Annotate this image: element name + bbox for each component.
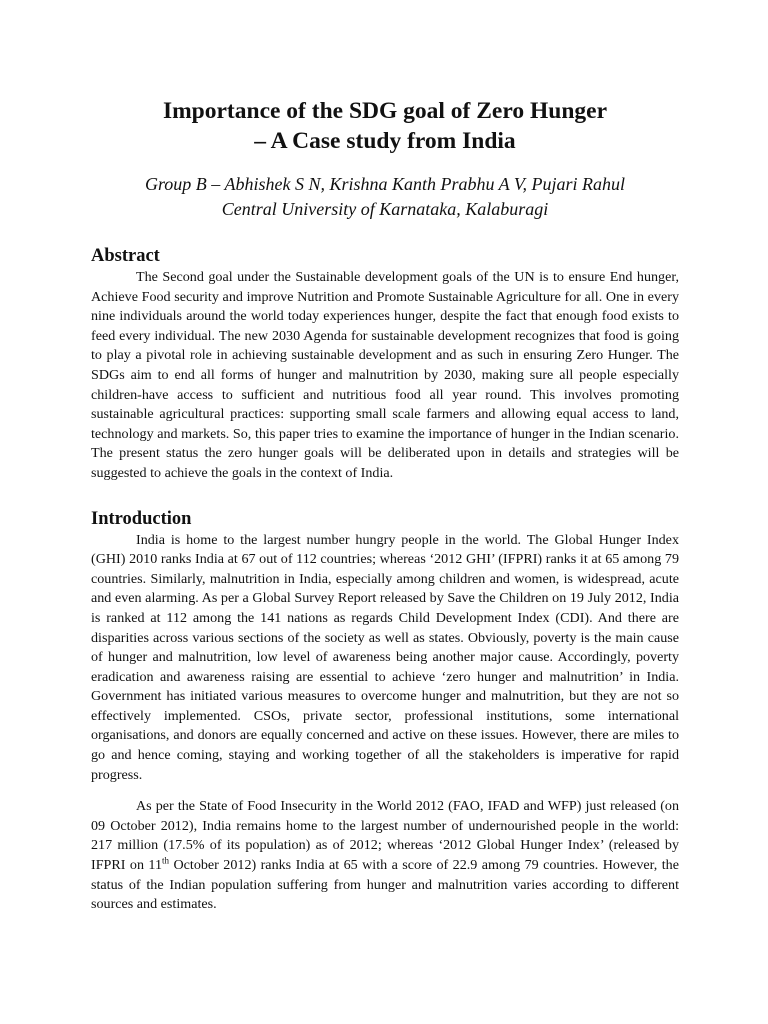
ordinal-superscript: th — [162, 855, 170, 866]
paper-title-line-2: – A Case study from India — [254, 128, 516, 154]
introduction-paragraph-2 — [91, 797, 679, 915]
introduction-paragraph-1: India is home to the largest number hungry people in the world. The Global Hunger Index (GHI) 2010 ranks India at 67 out of 112 countries; whereas ‘2012 GHI’ (IFPRI) ranks it at 65 among 79 countries. Similarly, malnutrition in India, especially among children and women, is widespread, acute and even alarming. As per a Global Survey Report released by Save the Children on 19 July 2012, India is ranked at 112 among the 141 nations as regards Child Development Index (CDI). And there are disparities across various sections of the society as well as states. Obviously, poverty is the main cause of hunger and malnutrition, low level of awareness being another major cause. Accordingly, poverty eradication and awareness raising are essential to achieve ‘zero hunger and malnutrition’ in India. Government has initiated various measures to overcome hunger and malnutrition, but they are not so effectively implemented. CSOs, private sector, professional institutions, some international organisations, and donors are equally concerned and active on these issues. However, there are miles to go and hence coming, staying and working together of all the stakeholders is imperative for rapid progress. — [91, 531, 679, 783]
abstract-heading: Abstract — [91, 246, 160, 266]
affiliation: Central University of Karnataka, Kalaburagi — [221, 199, 549, 219]
abstract-text: The Second goal under the Sustainable development goals of the UN is to ensure End hunger, Achieve Food security and improve Nutrition and Promote Sustainable Agriculture for all. One in every nine individuals around the world today experiences hunger, despite the fact that enough food exists to feed every individual. The new 2030 Agenda for sustainable development recognizes that food is going to play a pivotal role in achieving sustainable development and as such in ensuring Zero Hunger. The SDGs aim to end all forms of hunger and malnutrition by 2030, making sure all people especially children-have access to sufficient and nutritious food all year round. This involves promoting sustainable agricultural practices: supporting small scale farmers and allowing equal access to land, technology and markets. So, this paper tries to examine the importance of hunger in the Indian scenario. The present status the zero hunger goals will be deliberated upon in details and strategies will be suggested to achieve the goals in the context of India. — [91, 269, 679, 481]
paper-title-line-1: Importance of the SDG goal of Zero Hunger — [162, 98, 608, 124]
paper-title — [91, 96, 679, 156]
introduction-heading: Introduction — [91, 508, 192, 529]
author-list: Group B – Abhishek S N, Krishna Kanth Prabhu A V, Pujari Rahul — [144, 174, 626, 194]
introduction-paragraph-2-text-b: October 2012) ranks India at 65 with a score of 22.9 among 79 countries. However, the status of the Indian population suffering from hunger and malnutrition varies according to different sources and estimates. — [91, 857, 679, 913]
introduction-paragraph-2-text-a: As per the State of Food Insecurity in the World 2012 (FAO, IFAD and WFP) just released (on 09 October 2012), India remains home to the largest number of undernourished people in the world: 217 million (17.5% of its population) as of 2012; whereas ‘2012 Global Hunger Index’ (released by IFPRI on 11 — [91, 798, 679, 874]
author-block — [91, 172, 679, 222]
paper-page — [91, 96, 679, 915]
